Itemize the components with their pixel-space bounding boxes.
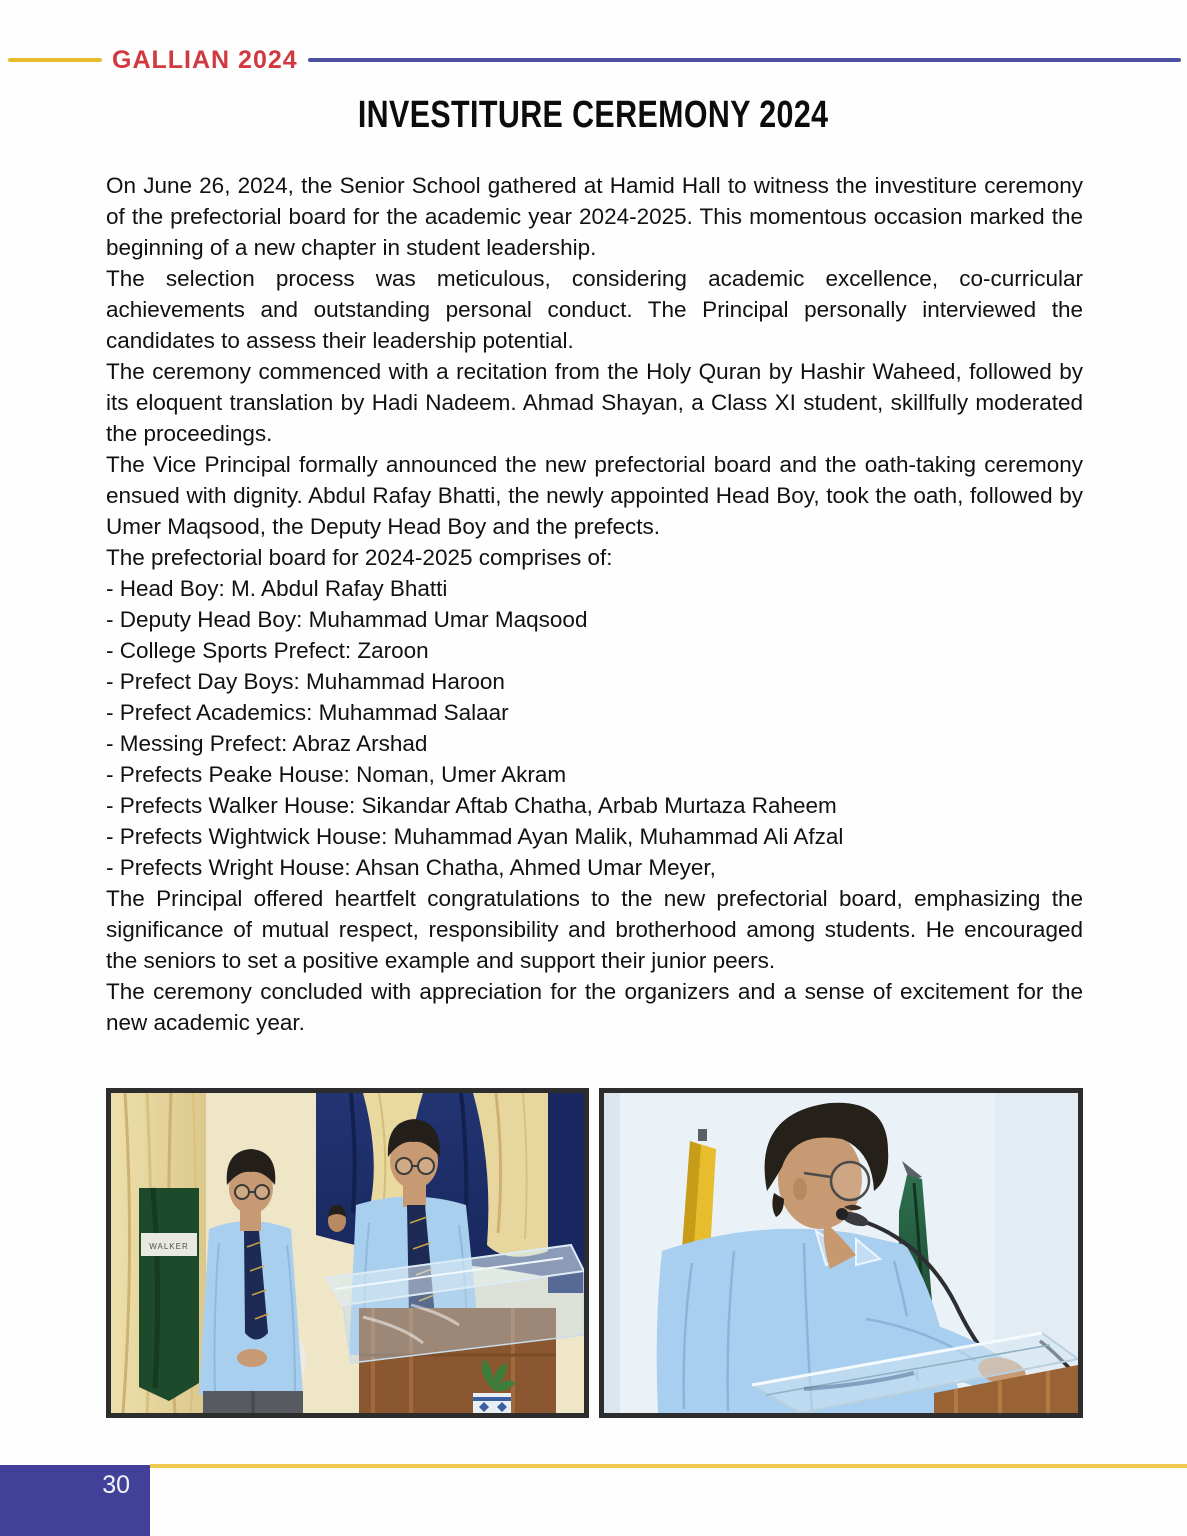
- board-list-item: - Head Boy: M. Abdul Rafay Bhatti: [106, 576, 448, 601]
- prefect-board-list: [106, 573, 1083, 883]
- page-number: 30: [102, 1471, 130, 1499]
- board-list-item: - Messing Prefect: Abraz Arshad: [106, 731, 428, 756]
- paragraph: The prefectorial board for 2024-2025 comprises of:: [106, 545, 613, 570]
- header-indigo-rule: [308, 58, 1181, 62]
- board-list-item: - Prefects Peake House: Noman, Umer Akram: [106, 762, 567, 787]
- footer-rule: [150, 1464, 1187, 1468]
- paragraph: The Vice Principal formally announced the new prefectorial board and the oath-taking ceremony ensued with dignity. Abdul Rafay Bhatti, the newly appointed Head Boy, took the oath, followed by Umer Maqsood, the Deputy Head Boy and the prefects.: [106, 452, 1083, 539]
- brand-text: GALLIAN 2024: [112, 45, 298, 74]
- left-photo-illustration: [111, 1093, 584, 1413]
- paragraph: The ceremony commenced with a recitation from the Holy Quran by Hashir Waheed, followed by its eloquent translation by Hadi Nadeem. Ahmad Shayan, a Class XI student, skillfully moderated the proceedings.: [106, 359, 1083, 446]
- page-title: INVESTITURE CEREMONY 2024: [358, 94, 829, 136]
- board-list-item: - Prefects Walker House: Sikandar Aftab Chatha, Arbab Murtaza Raheem: [106, 793, 837, 818]
- photos-row: [106, 1088, 1083, 1418]
- paragraph: The ceremony concluded with appreciation for the organizers and a sense of excitement for the new academic year.: [106, 979, 1083, 1035]
- photo-left: [106, 1088, 589, 1418]
- board-list-item: - Prefects Wightwick House: Muhammad Ayan Malik, Muhammad Ali Afzal: [106, 824, 844, 849]
- paragraph: The selection process was meticulous, considering academic excellence, co-curricular achievements and outstanding personal conduct. The Principal personally interviewed the candidates to assess their leadership potential.: [106, 266, 1083, 353]
- header-yellow-dash: [8, 58, 102, 62]
- board-list-item: - College Sports Prefect: Zaroon: [106, 638, 429, 663]
- photo-right: [599, 1088, 1083, 1418]
- paragraph: The Principal offered heartfelt congratulations to the new prefectorial board, emphasizing the significance of mutual respect, responsibility and brotherhood among students. He encouraged the seniors to set a positive example and support their junior peers.: [106, 886, 1083, 973]
- page-header: [8, 42, 1181, 78]
- board-list-item: - Prefects Wright House: Ahsan Chatha, Ahmed Umar Meyer,: [106, 855, 716, 880]
- article-body: [106, 170, 1083, 1038]
- board-list-item: - Prefect Academics: Muhammad Salaar: [106, 700, 509, 725]
- walker-banner-label: WALKER: [149, 1242, 189, 1251]
- paragraph: On June 26, 2024, the Senior School gathered at Hamid Hall to witness the investiture ceremony of the prefectorial board for the academic year 2024-2025. This momentous occasion marked the beginning of a new chapter in student leadership.: [106, 173, 1083, 260]
- page-number-box: [0, 1465, 150, 1536]
- board-list-item: - Prefect Day Boys: Muhammad Haroon: [106, 669, 505, 694]
- board-list-item: - Deputy Head Boy: Muhammad Umar Maqsood: [106, 607, 588, 632]
- right-photo-illustration: [604, 1093, 1078, 1413]
